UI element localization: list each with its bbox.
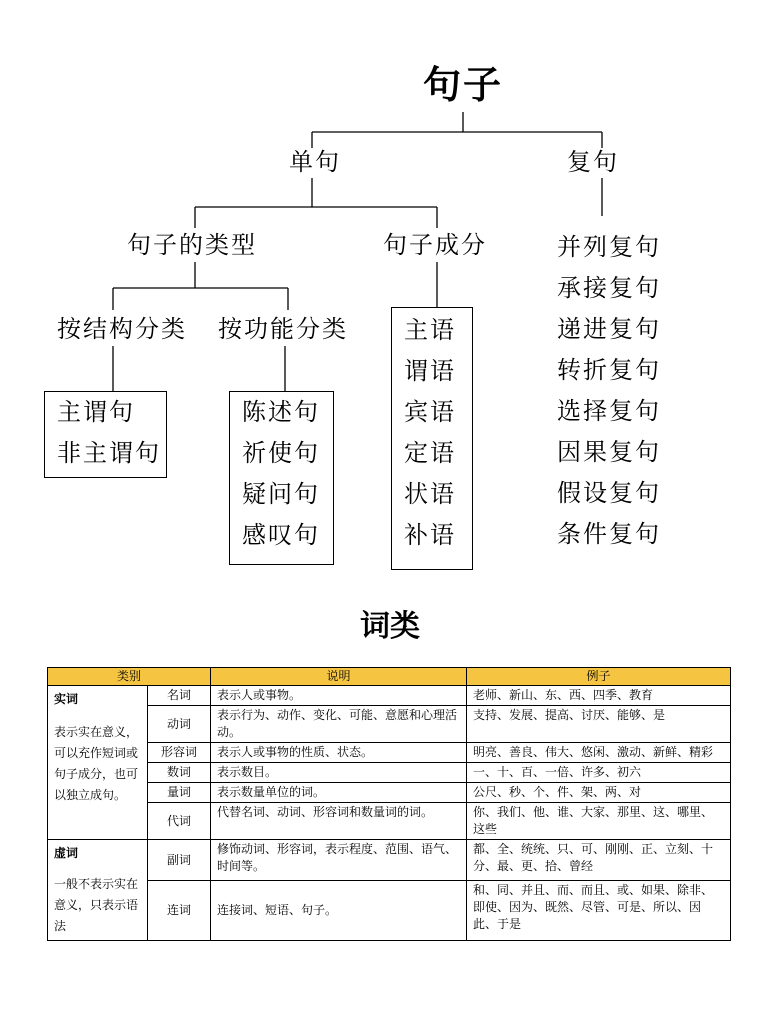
explanation: 表示数目。 <box>211 763 467 783</box>
table-row <box>48 803 731 840</box>
subclass: 形容词 <box>148 743 211 763</box>
component-item: 主语 <box>404 316 456 344</box>
explanation: 表示人或事物的性质、状态。 <box>211 743 467 763</box>
function-item: 陈述句 <box>242 398 320 426</box>
word-class-title: 词类 <box>360 609 420 644</box>
table-row <box>48 743 731 763</box>
node-complex-sentence: 复句 <box>567 148 619 176</box>
structure-item: 主谓句 <box>57 398 135 426</box>
complex-item: 承接复句 <box>557 274 661 302</box>
tree-title: 句子 <box>422 63 503 107</box>
explanation: 连接词、短语、句子。 <box>211 881 467 941</box>
category-content-words <box>48 686 148 840</box>
subclass: 连词 <box>148 881 211 941</box>
node-single-sentence: 单句 <box>289 148 341 176</box>
example: 一、十、百、一倍、许多、初六 <box>467 763 731 783</box>
subclass: 动词 <box>148 706 211 743</box>
component-item: 宾语 <box>404 398 456 426</box>
component-item: 谓语 <box>404 357 456 385</box>
complex-item: 条件复句 <box>557 520 661 548</box>
node-by-structure: 按结构分类 <box>57 315 187 343</box>
complex-item: 转折复句 <box>557 356 661 384</box>
node-sentence-components: 句子成分 <box>383 231 487 259</box>
function-item: 感叹句 <box>242 521 320 549</box>
table-row <box>48 706 731 743</box>
example: 都、全、统统、只、可、刚刚、正、立刻、十分、最、更、拾、曾经 <box>467 840 731 881</box>
complex-item: 假设复句 <box>557 479 661 507</box>
table-header-row <box>48 668 731 686</box>
complex-item: 并列复句 <box>557 233 661 261</box>
function-list <box>242 392 320 556</box>
node-sentence-types: 句子的类型 <box>127 231 257 259</box>
subclass: 量词 <box>148 783 211 803</box>
subclass: 代词 <box>148 803 211 840</box>
example: 你、我们、他、谁、大家、那里、这、哪里、这些 <box>467 803 731 840</box>
table-row <box>48 881 731 941</box>
example: 公尺、秒、个、件、架、两、对 <box>467 783 731 803</box>
structure-item: 非主谓句 <box>57 439 161 467</box>
explanation: 表示人或事物。 <box>211 686 467 706</box>
category-function-words <box>48 840 148 941</box>
complex-item: 因果复句 <box>557 438 661 466</box>
complex-list <box>557 227 661 555</box>
function-item: 疑问句 <box>242 480 320 508</box>
table-row <box>48 763 731 783</box>
header-explanation: 说明 <box>211 668 467 686</box>
category-name: 虚词 <box>54 846 79 860</box>
word-class-table <box>47 667 731 941</box>
header-example: 例子 <box>467 668 731 686</box>
table-row <box>48 783 731 803</box>
example: 老师、新山、东、西、四季、教育 <box>467 686 731 706</box>
subclass: 名词 <box>148 686 211 706</box>
complex-item: 递进复句 <box>557 315 661 343</box>
category-name: 实词 <box>54 692 79 706</box>
component-item: 补语 <box>404 521 456 549</box>
components-list <box>404 310 456 556</box>
category-desc: 表示实在意义，可以充作短词或句子成分，也可以独立成句。 <box>54 725 139 802</box>
explanation: 代替名词、动词、形容词和数量词的词。 <box>211 803 467 840</box>
example: 支持、发展、提高、讨厌、能够、是 <box>467 706 731 743</box>
function-item: 祈使句 <box>242 439 320 467</box>
structure-list <box>57 392 161 474</box>
explanation: 修饰动词、形容词，表示程度、范围、语气、时间等。 <box>211 840 467 881</box>
table-row <box>48 686 731 706</box>
component-item: 状语 <box>404 480 456 508</box>
category-desc: 一般不表示实在意义，只表示语法 <box>54 877 139 933</box>
header-category: 类别 <box>48 668 211 686</box>
subclass: 数词 <box>148 763 211 783</box>
complex-item: 选择复句 <box>557 397 661 425</box>
table-row <box>48 840 731 881</box>
example: 和、同、并且、而、而且、或、如果、除非、即使、因为、既然、尽管、可是、所以、因此、于是 <box>467 881 731 941</box>
component-item: 定语 <box>404 439 456 467</box>
node-by-function: 按功能分类 <box>218 315 348 343</box>
explanation: 表示数量单位的词。 <box>211 783 467 803</box>
example: 明亮、善良、伟大、悠闲、激动、新鲜、精彩 <box>467 743 731 763</box>
subclass: 副词 <box>148 840 211 881</box>
explanation: 表示行为、动作、变化、可能、意愿和心理活动。 <box>211 706 467 743</box>
